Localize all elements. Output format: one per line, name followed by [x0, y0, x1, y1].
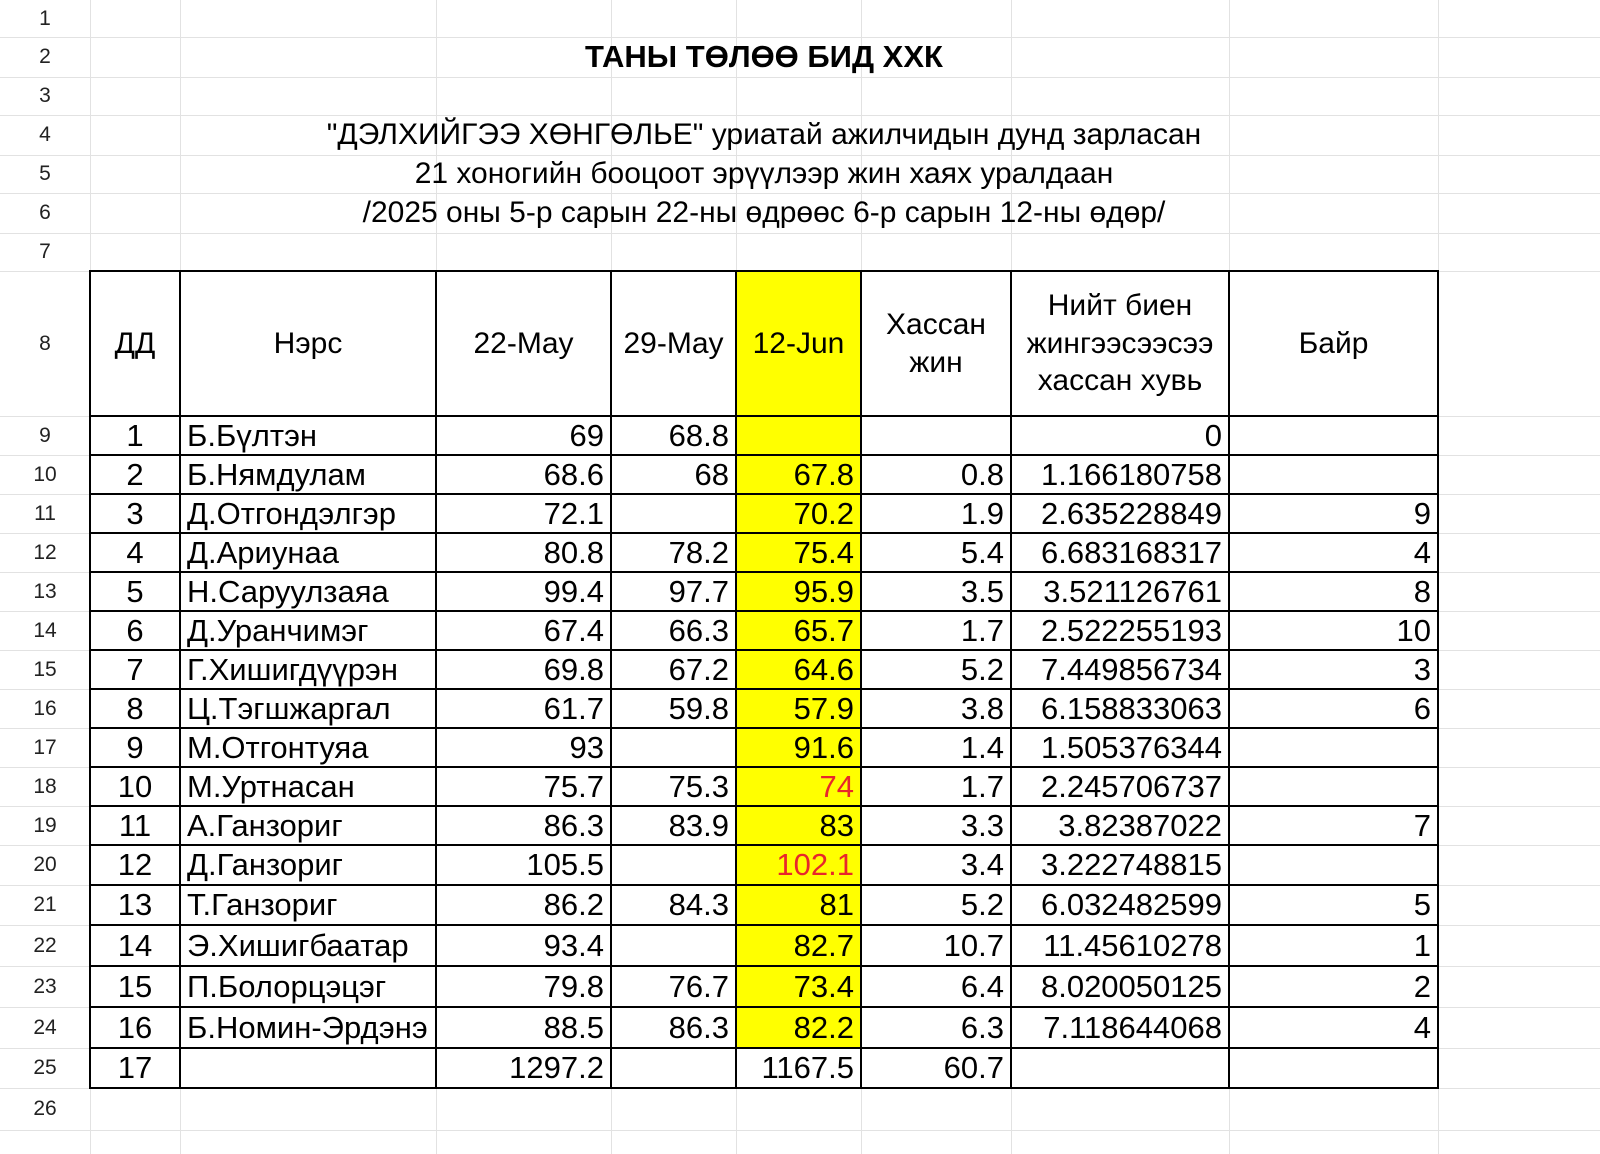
row-number[interactable]: 11	[34, 501, 56, 525]
cell-d2[interactable]: 68	[694, 456, 729, 492]
cell-dd[interactable]: 1	[126, 417, 144, 453]
cell-name[interactable]: Б.Нямдулам	[187, 456, 366, 492]
cell-dd[interactable]: 2	[126, 456, 144, 492]
cell-d3[interactable]: 83	[819, 807, 854, 843]
grid-row-line	[0, 1130, 1600, 1131]
row-number[interactable]: 10	[33, 462, 57, 486]
row-number[interactable]: 5	[39, 162, 51, 186]
cell-pct[interactable]: 11.45610278	[1043, 927, 1222, 963]
cell-d3[interactable]: 82.7	[793, 927, 854, 963]
cell-rank[interactable]: 9	[1413, 495, 1431, 531]
cell-pct[interactable]: 1.505376344	[1040, 729, 1222, 765]
cell-name[interactable]: Д.Уранчимэг	[187, 612, 369, 648]
cell-d3[interactable]: 74	[819, 768, 854, 804]
cell-d1[interactable]: 69	[569, 417, 604, 453]
cell-d1[interactable]: 69.8	[543, 651, 604, 687]
cell-d3[interactable]: 82.2	[793, 1009, 854, 1045]
row-number[interactable]: 4	[39, 123, 51, 147]
row-number[interactable]: 7	[39, 240, 51, 264]
cell-rank[interactable]: 3	[1413, 651, 1431, 687]
cell-rank[interactable]: 5	[1413, 887, 1431, 923]
cell-rank[interactable]	[1229, 455, 1438, 494]
cell-d3[interactable]: 70.2	[793, 495, 854, 531]
cell-lost[interactable]	[861, 416, 1011, 455]
cell-lost[interactable]: 0.8	[960, 456, 1004, 492]
cell-lost[interactable]: 3.5	[960, 573, 1004, 609]
grid-row-line	[0, 233, 1600, 234]
cell-d2[interactable]	[611, 494, 736, 533]
cell-d3[interactable]: 102.1	[776, 847, 854, 883]
cell-pct[interactable]: 8.020050125	[1040, 968, 1222, 1004]
row-number[interactable]: 26	[33, 1097, 57, 1121]
cell-d2[interactable]	[611, 728, 736, 767]
cell-d2[interactable]: 86.3	[668, 1009, 729, 1045]
row-number[interactable]: 12	[33, 540, 57, 564]
cell-pct[interactable]: 2.635228849	[1040, 495, 1222, 531]
page-title[interactable]: ТАНЫ ТӨЛӨӨ БИД ХХК	[585, 39, 943, 75]
cell-d3[interactable]: 81	[819, 887, 854, 923]
total-d3[interactable]: 1167.5	[761, 1050, 854, 1086]
cell-d2[interactable]: 75.3	[668, 768, 729, 804]
row-number[interactable]: 19	[33, 813, 57, 837]
cell-d1[interactable]: 75.7	[543, 768, 604, 804]
row-number[interactable]: 18	[33, 774, 57, 798]
subtitle-line-2[interactable]: 21 хоногийн бооцоот эрүүлээр жин хаях уралдаан	[414, 157, 1114, 190]
cell-d1[interactable]: 105.5	[526, 847, 604, 883]
cell-name[interactable]: П.Болорцэцэг	[187, 968, 387, 1004]
cell-lost[interactable]: 1.7	[960, 612, 1004, 648]
header-22-may[interactable]: 22-May	[473, 326, 574, 360]
cell-rank[interactable]: 7	[1413, 807, 1431, 843]
row-number[interactable]: 16	[33, 696, 57, 720]
cell-d1[interactable]: 68.6	[543, 456, 604, 492]
cell-d3[interactable]: 57.9	[793, 690, 854, 726]
cell-lost[interactable]: 5.2	[960, 651, 1004, 687]
header-29-may[interactable]: 29-May	[623, 326, 724, 360]
cell-lost[interactable]: 5.2	[960, 887, 1004, 923]
cell-d3[interactable]: 65.7	[793, 612, 854, 648]
cell-pct[interactable]: 6.683168317	[1040, 534, 1222, 570]
cell-lost[interactable]: 6.4	[960, 968, 1004, 1004]
cell-d2[interactable]: 84.3	[668, 887, 729, 923]
cell-d2[interactable]: 67.2	[668, 651, 729, 687]
cell-name[interactable]: Т.Ганзориг	[187, 887, 338, 923]
cell-name[interactable]: Ц.Тэгшжаргал	[187, 690, 391, 726]
cell-dd[interactable]: 14	[117, 927, 153, 963]
cell-d1[interactable]: 67.4	[543, 612, 604, 648]
cell-dd[interactable]: 4	[126, 534, 144, 570]
total-rank[interactable]	[1229, 1048, 1438, 1088]
total-pct[interactable]	[1011, 1048, 1229, 1088]
cell-name[interactable]: Д.Ганзориг	[187, 847, 343, 883]
cell-dd[interactable]: 6	[126, 612, 144, 648]
cell-name[interactable]: М.Отгонтуяа	[187, 729, 369, 765]
cell-pct[interactable]: 0	[1204, 417, 1222, 453]
cell-dd[interactable]: 9	[126, 729, 144, 765]
cell-pct[interactable]: 7.449856734	[1040, 651, 1222, 687]
cell-d1[interactable]: 86.3	[543, 807, 604, 843]
cell-dd[interactable]: 3	[126, 495, 144, 531]
cell-rank[interactable]: 4	[1413, 534, 1431, 570]
cell-d3[interactable]: 75.4	[793, 534, 854, 570]
cell-d3[interactable]: 95.9	[793, 573, 854, 609]
cell-pct[interactable]: 3.82387022	[1058, 807, 1222, 843]
cell-rank[interactable]	[1229, 845, 1438, 885]
header-rank[interactable]: Байр	[1298, 326, 1369, 360]
cell-dd[interactable]: 13	[117, 887, 153, 923]
header-lost-weight[interactable]: Хассан жин	[886, 308, 986, 379]
cell-d1[interactable]: 80.8	[543, 534, 604, 570]
cell-d2[interactable]: 97.7	[668, 573, 729, 609]
cell-pct[interactable]: 6.158833063	[1040, 690, 1222, 726]
row-number[interactable]: 20	[33, 853, 57, 877]
header-percent-lost[interactable]: Нийт биен жингээсээсээ хассан хувь	[1026, 289, 1214, 398]
header-dd[interactable]: ДД	[114, 326, 156, 360]
cell-d2[interactable]: 59.8	[668, 690, 729, 726]
grid-row-line	[0, 77, 1600, 78]
cell-d3[interactable]	[736, 416, 861, 455]
cell-lost[interactable]: 1.7	[960, 768, 1004, 804]
row-number[interactable]: 21	[33, 893, 57, 917]
cell-dd[interactable]: 15	[117, 968, 153, 1004]
cell-d3[interactable]: 91.6	[793, 729, 854, 765]
cell-rank[interactable]: 6	[1413, 690, 1431, 726]
cell-rank[interactable]: 1	[1413, 927, 1431, 963]
subtitle-line-1[interactable]: "ДЭЛХИЙГЭЭ ХӨНГӨЛЬЕ" уриатай ажилчидын дунд зарласан	[326, 118, 1202, 151]
cell-lost[interactable]: 5.4	[960, 534, 1004, 570]
total-name[interactable]	[180, 1048, 436, 1088]
row-number[interactable]: 24	[33, 1015, 57, 1039]
cell-rank[interactable]: 10	[1396, 612, 1431, 648]
cell-d2[interactable]	[611, 925, 736, 966]
cell-name[interactable]: М.Уртнасан	[187, 768, 355, 804]
cell-d2[interactable]: 68.8	[668, 417, 729, 453]
row-number[interactable]: 25	[33, 1056, 57, 1080]
cell-dd[interactable]: 10	[117, 768, 153, 804]
row-number[interactable]: 3	[39, 84, 51, 108]
cell-pct[interactable]: 6.032482599	[1040, 887, 1222, 923]
total-dd[interactable]: 17	[117, 1050, 153, 1086]
cell-name[interactable]: Б.Бүлтэн	[187, 417, 318, 453]
row-number[interactable]: 1	[39, 6, 51, 30]
row-number[interactable]: 13	[33, 579, 57, 603]
cell-d2[interactable]: 76.7	[668, 968, 729, 1004]
cell-d3[interactable]: 73.4	[793, 968, 854, 1004]
cell-dd[interactable]: 5	[126, 573, 144, 609]
total-d2[interactable]	[611, 1048, 736, 1088]
cell-name[interactable]: Э.Хишигбаатар	[187, 927, 409, 963]
cell-d2[interactable]	[611, 845, 736, 885]
row-number[interactable]: 23	[33, 974, 57, 998]
cell-d1[interactable]: 79.8	[543, 968, 604, 1004]
cell-pct[interactable]: 3.222748815	[1040, 847, 1222, 883]
cell-rank[interactable]: 2	[1413, 968, 1431, 1004]
header-12-jun[interactable]: 12-Jun	[752, 326, 845, 360]
cell-dd[interactable]: 7	[126, 651, 144, 687]
cell-pct[interactable]: 1.166180758	[1040, 456, 1222, 492]
cell-name[interactable]: Д.Ариунаа	[187, 534, 339, 570]
cell-pct[interactable]: 2.522255193	[1040, 612, 1222, 648]
cell-dd[interactable]: 11	[118, 807, 152, 843]
row-number[interactable]: 8	[39, 331, 51, 355]
cell-pct[interactable]: 7.118644068	[1043, 1009, 1222, 1045]
cell-lost[interactable]: 3.3	[960, 807, 1004, 843]
subtitle-line-3[interactable]: /2025 оны 5-р сарын 22-ны өдрөөс 6-р сарын 12-ны өдөр/	[362, 196, 1166, 229]
row-number[interactable]: 15	[33, 657, 57, 681]
cell-pct[interactable]: 3.521126761	[1043, 573, 1222, 609]
cell-d1[interactable]: 93	[569, 729, 604, 765]
total-d1[interactable]: 1297.2	[509, 1050, 604, 1086]
cell-lost[interactable]: 3.4	[960, 847, 1004, 883]
total-lost[interactable]: 60.7	[943, 1050, 1004, 1086]
cell-d1[interactable]: 72.1	[543, 495, 604, 531]
cell-pct[interactable]: 2.245706737	[1040, 768, 1222, 804]
cell-name[interactable]: Б.Номин-Эрдэнэ	[187, 1009, 428, 1045]
cell-d2[interactable]: 66.3	[668, 612, 729, 648]
cell-d3[interactable]: 67.8	[793, 456, 854, 492]
cell-lost[interactable]: 3.8	[960, 690, 1004, 726]
cell-lost[interactable]: 1.4	[960, 729, 1004, 765]
cell-d1[interactable]: 99.4	[543, 573, 604, 609]
cell-rank[interactable]	[1229, 728, 1438, 767]
row-number[interactable]: 2	[39, 45, 51, 69]
cell-dd[interactable]: 12	[117, 847, 153, 883]
cell-d2[interactable]: 78.2	[668, 534, 729, 570]
header-name[interactable]: Нэрс	[273, 326, 343, 360]
cell-d2[interactable]: 83.9	[668, 807, 729, 843]
cell-lost[interactable]: 1.9	[960, 495, 1004, 531]
cell-name[interactable]: А.Ганзориг	[187, 807, 343, 843]
row-number[interactable]: 17	[33, 735, 57, 759]
row-number[interactable]: 14	[33, 618, 57, 642]
cell-rank[interactable]: 8	[1413, 573, 1431, 609]
cell-rank[interactable]: 4	[1413, 1009, 1431, 1045]
cell-name[interactable]: Н.Саруулзаяа	[187, 573, 389, 609]
cell-d1[interactable]: 86.2	[543, 887, 604, 923]
cell-d3[interactable]: 64.6	[793, 651, 854, 687]
cell-lost[interactable]: 10.7	[943, 927, 1004, 963]
cell-name[interactable]: Д.Отгондэлгэр	[187, 495, 396, 531]
cell-name[interactable]: Г.Хишигдүүрэн	[187, 651, 398, 687]
cell-d1[interactable]: 88.5	[543, 1009, 604, 1045]
cell-lost[interactable]: 6.3	[960, 1009, 1004, 1045]
cell-rank[interactable]	[1229, 767, 1438, 806]
row-number[interactable]: 6	[39, 201, 51, 225]
row-number[interactable]: 22	[33, 933, 57, 957]
cell-dd[interactable]: 16	[117, 1009, 153, 1045]
cell-d1[interactable]: 61.7	[543, 690, 604, 726]
cell-dd[interactable]: 8	[126, 690, 144, 726]
cell-rank[interactable]	[1229, 416, 1438, 455]
cell-d1[interactable]: 93.4	[543, 927, 604, 963]
row-number[interactable]: 9	[39, 423, 51, 447]
